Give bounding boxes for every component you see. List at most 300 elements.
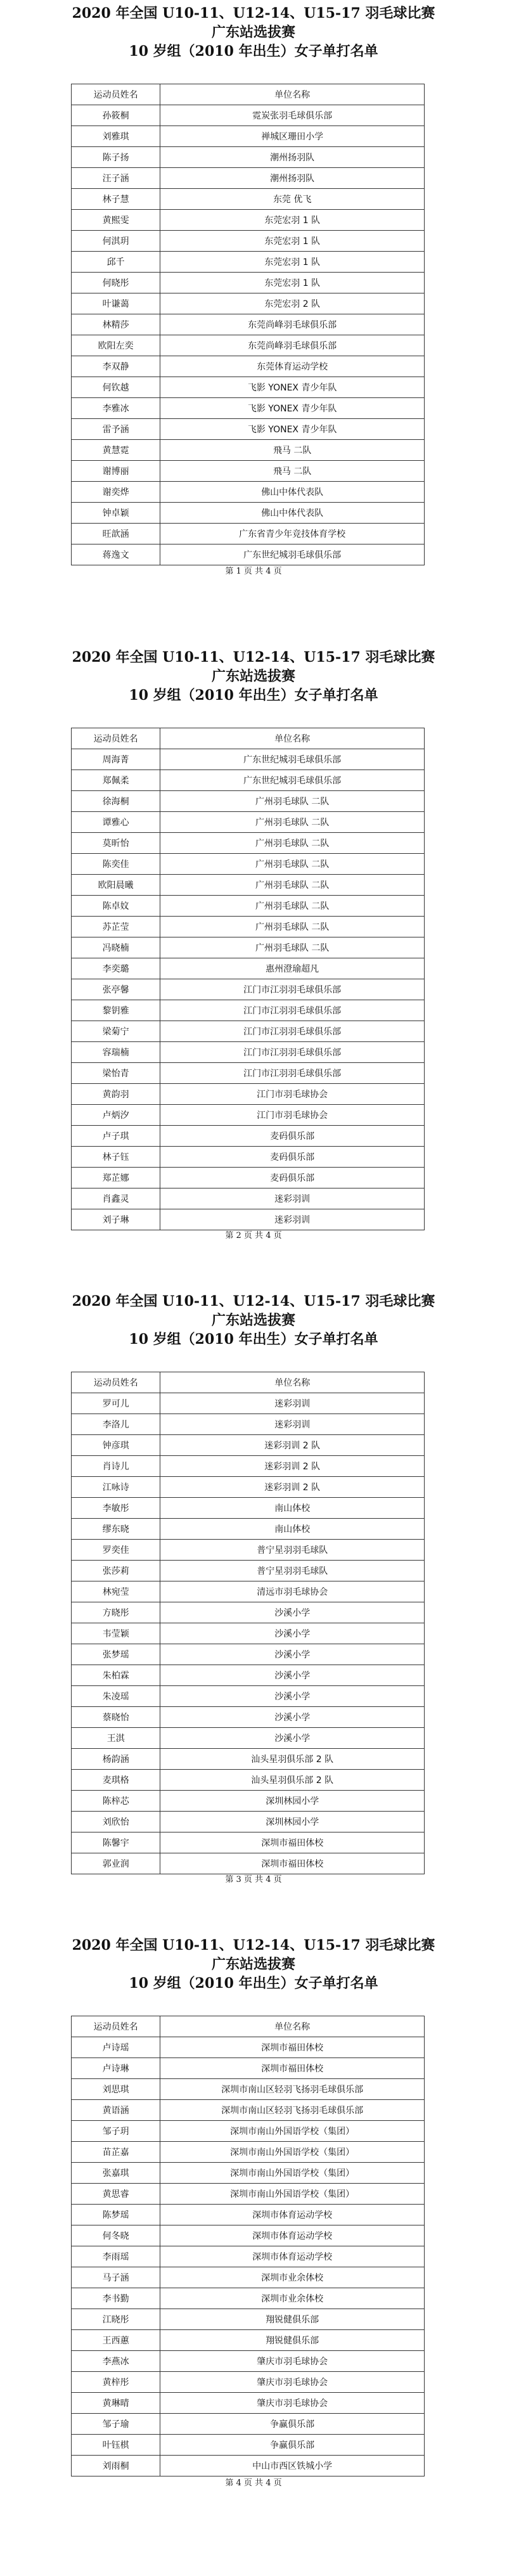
player-name: 蔡晓怡 <box>72 1707 160 1728</box>
table-row <box>72 419 425 440</box>
player-name: 林子钰 <box>72 1147 160 1168</box>
page-2 <box>0 644 507 1288</box>
player-name: 陈子扬 <box>72 147 160 168</box>
doc-title-line-2: 广东站选拔赛 <box>211 1956 295 1973</box>
player-name: 谢博丽 <box>72 461 160 482</box>
player-name: 周海菁 <box>72 749 160 770</box>
club-name: 麦码俱乐部 <box>160 1168 425 1188</box>
table-row <box>72 1561 425 1581</box>
player-name: 朱柏霖 <box>72 1665 160 1686</box>
table-row <box>72 1519 425 1540</box>
player-name: 肖鑫灵 <box>72 1188 160 1209</box>
doc-title-line-1: 2020 年全国 U10-11、U12-14、U15-17 羽毛球比赛 <box>72 1293 435 1310</box>
table-row <box>72 1209 425 1230</box>
header-name: 运动员姓名 <box>72 1372 160 1393</box>
player-name: 梁怡青 <box>72 1063 160 1084</box>
roster-table <box>71 84 425 565</box>
player-name: 李雅冰 <box>72 398 160 419</box>
club-name: 麦码俱乐部 <box>160 1147 425 1168</box>
player-name: 朱凌瑶 <box>72 1686 160 1707</box>
table-row <box>72 749 425 770</box>
table-row <box>72 482 425 503</box>
player-name: 郭业润 <box>72 1853 160 1874</box>
club-name: 江门市江羽羽毛球俱乐部 <box>160 1021 425 1042</box>
player-name: 刘子琳 <box>72 1209 160 1230</box>
player-name: 肖诗儿 <box>72 1456 160 1477</box>
player-name: 黄琳晴 <box>72 2393 160 2414</box>
club-name: 广东省青少年竞技体育学校 <box>160 524 425 544</box>
club-name: 广州羽毛球队 二队 <box>160 854 425 875</box>
table-row <box>72 1414 425 1435</box>
club-name: 麦码俱乐部 <box>160 1126 425 1147</box>
table-row <box>72 896 425 917</box>
table-row <box>72 2246 425 2267</box>
table-row <box>72 377 425 398</box>
player-name: 莫昕怡 <box>72 833 160 854</box>
page-1 <box>0 0 507 644</box>
table-row <box>72 1602 425 1623</box>
player-name: 张嘉琪 <box>72 2163 160 2184</box>
page-footer: 第 2 页 共 4 页 <box>225 1231 282 1240</box>
roster-table <box>71 2016 425 2476</box>
table-row <box>72 1540 425 1561</box>
club-name: 争赢俱乐部 <box>160 2435 425 2456</box>
club-name: 广东世纪城羽毛球俱乐部 <box>160 770 425 791</box>
table-row <box>72 958 425 979</box>
player-name: 李敏彤 <box>72 1498 160 1519</box>
table-row <box>72 2288 425 2309</box>
table-row <box>72 252 425 273</box>
table-row <box>72 1812 425 1832</box>
player-name: 黄梓彤 <box>72 2372 160 2393</box>
club-name: 东莞尚峰羽毛球俱乐部 <box>160 314 425 335</box>
table-row <box>72 1042 425 1063</box>
club-name: 深圳市南山外国语学校（集团） <box>160 2121 425 2142</box>
table-row <box>72 2142 425 2163</box>
player-name: 谢奕烨 <box>72 482 160 503</box>
table-row <box>72 231 425 252</box>
player-name: 黄思睿 <box>72 2184 160 2205</box>
table-header-row <box>72 84 425 105</box>
player-name: 林宛莹 <box>72 1581 160 1602</box>
doc-title-line-2: 广东站选拔赛 <box>211 668 295 685</box>
club-name: 清远市羽毛球协会 <box>160 1581 425 1602</box>
club-name: 汕头星羽俱乐部 2 队 <box>160 1749 425 1770</box>
table-row <box>72 2393 425 2414</box>
table-row <box>72 1749 425 1770</box>
table-row <box>72 1686 425 1707</box>
club-name: 翔锐健俱乐部 <box>160 2330 425 2351</box>
player-name: 刘雅琪 <box>72 126 160 147</box>
header-name: 运动员姓名 <box>72 728 160 749</box>
player-name: 刘欣怡 <box>72 1812 160 1832</box>
club-name: 广州羽毛球队 二队 <box>160 833 425 854</box>
player-name: 李书勤 <box>72 2288 160 2309</box>
club-name: 江门市江羽羽毛球俱乐部 <box>160 979 425 1000</box>
player-name: 谭雅心 <box>72 812 160 833</box>
player-name: 罗奕佳 <box>72 1540 160 1561</box>
club-name: 江门市羽毛球协会 <box>160 1105 425 1126</box>
player-name: 刘思琪 <box>72 2079 160 2100</box>
club-name: 江门市羽毛球协会 <box>160 1084 425 1105</box>
player-name: 麦琪格 <box>72 1770 160 1791</box>
club-name: 霓炭张羽毛球俱乐部 <box>160 105 425 126</box>
club-name: 深圳市南山区轻羽飞扬羽毛球俱乐部 <box>160 2079 425 2100</box>
table-row <box>72 293 425 314</box>
player-name: 张梦瑶 <box>72 1644 160 1665</box>
player-name: 徐海桐 <box>72 791 160 812</box>
table-row <box>72 1000 425 1021</box>
player-name: 杨韵涵 <box>72 1749 160 1770</box>
club-name: 深圳市体育运动学校 <box>160 2225 425 2246</box>
club-name: 江门市江羽羽毛球俱乐部 <box>160 1000 425 1021</box>
club-name: 深圳市业余体校 <box>160 2288 425 2309</box>
player-name: 卢诗瑶 <box>72 2037 160 2058</box>
club-name: 深圳林园小学 <box>160 1812 425 1832</box>
player-name: 李奕璐 <box>72 958 160 979</box>
table-row <box>72 1853 425 1874</box>
table-row <box>72 1105 425 1126</box>
player-name: 李燕冰 <box>72 2351 160 2372</box>
club-name: 东莞宏羽 1 队 <box>160 231 425 252</box>
table-row <box>72 2205 425 2225</box>
player-name: 李雨瑶 <box>72 2246 160 2267</box>
club-name: 东莞宏羽 2 队 <box>160 293 425 314</box>
table-row <box>72 2037 425 2058</box>
club-name: 禅城区珊田小学 <box>160 126 425 147</box>
club-name: 深圳林园小学 <box>160 1791 425 1812</box>
player-name: 林精莎 <box>72 314 160 335</box>
table-row <box>72 979 425 1000</box>
player-name: 何钦越 <box>72 377 160 398</box>
player-name: 叶钰棋 <box>72 2435 160 2456</box>
table-row <box>72 1084 425 1105</box>
table-row <box>72 189 425 210</box>
club-name: 广州羽毛球队 二队 <box>160 917 425 937</box>
player-name: 黄慧霓 <box>72 440 160 461</box>
table-row <box>72 1707 425 1728</box>
table-row <box>72 210 425 231</box>
club-name: 迷彩羽训 <box>160 1209 425 1230</box>
table-row <box>72 335 425 356</box>
club-name: 东莞宏羽 1 队 <box>160 273 425 293</box>
header-unit: 单位名称 <box>160 728 425 749</box>
header-unit: 单位名称 <box>160 84 425 105</box>
table-row <box>72 1770 425 1791</box>
table-row <box>72 2456 425 2476</box>
club-name: 惠州澄瑜超凡 <box>160 958 425 979</box>
table-row <box>72 812 425 833</box>
club-name: 广州羽毛球队 二队 <box>160 875 425 896</box>
table-row <box>72 2309 425 2330</box>
table-row <box>72 1728 425 1749</box>
header-name: 运动员姓名 <box>72 2016 160 2037</box>
table-row <box>72 2163 425 2184</box>
club-name: 潮州扬羽队 <box>160 147 425 168</box>
table-row <box>72 105 425 126</box>
header-name: 运动员姓名 <box>72 84 160 105</box>
club-name: 佛山中体代表队 <box>160 503 425 524</box>
table-header-row <box>72 728 425 749</box>
player-name: 邹子玥 <box>72 2121 160 2142</box>
player-name: 江晓彤 <box>72 2309 160 2330</box>
player-name: 林子慧 <box>72 189 160 210</box>
player-name: 陈梓芯 <box>72 1791 160 1812</box>
table-row <box>72 2330 425 2351</box>
table-row <box>72 1126 425 1147</box>
player-name: 陈馨宇 <box>72 1832 160 1853</box>
player-name: 欧阳左奕 <box>72 335 160 356</box>
player-name: 卢炳汐 <box>72 1105 160 1126</box>
club-name: 深圳市南山外国语学校（集团） <box>160 2184 425 2205</box>
table-row <box>72 2184 425 2205</box>
table-row <box>72 2351 425 2372</box>
club-name: 中山市西区铁城小学 <box>160 2456 425 2476</box>
club-name: 深圳市福田体校 <box>160 2037 425 2058</box>
player-name: 江咏诗 <box>72 1477 160 1498</box>
club-name: 深圳市体育运动学校 <box>160 2246 425 2267</box>
player-name: 邱千 <box>72 252 160 273</box>
table-row <box>72 503 425 524</box>
player-name: 郑佩柔 <box>72 770 160 791</box>
table-row <box>72 314 425 335</box>
table-row <box>72 1168 425 1188</box>
table-row <box>72 398 425 419</box>
club-name: 沙溪小学 <box>160 1602 425 1623</box>
player-name: 韦莹颖 <box>72 1623 160 1644</box>
club-name: 沙溪小学 <box>160 1707 425 1728</box>
table-row <box>72 356 425 377</box>
table-row <box>72 2225 425 2246</box>
club-name: 普宁星羽羽毛球队 <box>160 1561 425 1581</box>
player-name: 李洛儿 <box>72 1414 160 1435</box>
table-row <box>72 875 425 896</box>
table-row <box>72 2100 425 2121</box>
player-name: 卢子琪 <box>72 1126 160 1147</box>
table-row <box>72 2058 425 2079</box>
table-row <box>72 1021 425 1042</box>
club-name: 广东世纪城羽毛球俱乐部 <box>160 749 425 770</box>
table-row <box>72 1063 425 1084</box>
club-name: 南山体校 <box>160 1519 425 1540</box>
player-name: 何晓彤 <box>72 273 160 293</box>
player-name: 张亭馨 <box>72 979 160 1000</box>
club-name: 东莞宏羽 1 队 <box>160 210 425 231</box>
club-name: 汕头星羽俱乐部 2 队 <box>160 1770 425 1791</box>
table-row <box>72 1581 425 1602</box>
club-name: 迷彩羽训 <box>160 1188 425 1209</box>
table-row <box>72 937 425 958</box>
club-name: 佛山中体代表队 <box>160 482 425 503</box>
player-name: 邹子瑜 <box>72 2414 160 2435</box>
roster-table <box>71 1372 425 1874</box>
player-name: 陈奕佳 <box>72 854 160 875</box>
player-name: 欧阳晨曦 <box>72 875 160 896</box>
table-row <box>72 2414 425 2435</box>
player-name: 叶谦蔼 <box>72 293 160 314</box>
club-name: 广东世纪城羽毛球俱乐部 <box>160 544 425 565</box>
player-name: 苏芷莹 <box>72 917 160 937</box>
player-name: 陈梦瑶 <box>72 2205 160 2225</box>
table-row <box>72 1832 425 1853</box>
club-name: 迷彩羽训 2 队 <box>160 1456 425 1477</box>
player-name: 卢诗琳 <box>72 2058 160 2079</box>
header-unit: 单位名称 <box>160 2016 425 2037</box>
club-name: 肇庆市羽毛球协会 <box>160 2351 425 2372</box>
table-header-row <box>72 2016 425 2037</box>
table-row <box>72 168 425 189</box>
doc-title-line-3: 10 岁组（2010 年出生）女子单打名单 <box>129 1975 378 1992</box>
player-name: 黄韵羽 <box>72 1084 160 1105</box>
player-name: 何淇玥 <box>72 231 160 252</box>
page-footer: 第 3 页 共 4 页 <box>225 1875 282 1884</box>
club-name: 广州羽毛球队 二队 <box>160 791 425 812</box>
table-row <box>72 791 425 812</box>
page-4 <box>0 1932 507 2576</box>
header-unit: 单位名称 <box>160 1372 425 1393</box>
table-header-row <box>72 1372 425 1393</box>
player-name: 缪东晓 <box>72 1519 160 1540</box>
table-row <box>72 1435 425 1456</box>
club-name: 深圳市南山区轻羽飞扬羽毛球俱乐部 <box>160 2100 425 2121</box>
doc-title-line-3: 10 岁组（2010 年出生）女子单打名单 <box>129 43 378 60</box>
table-row <box>72 1644 425 1665</box>
table-row <box>72 1665 425 1686</box>
player-name: 马子涵 <box>72 2267 160 2288</box>
player-name: 王西蕙 <box>72 2330 160 2351</box>
player-name: 钟卓颖 <box>72 503 160 524</box>
player-name: 黄熙雯 <box>72 210 160 231</box>
club-name: 深圳市南山外国语学校（集团） <box>160 2163 425 2184</box>
table-row <box>72 1623 425 1644</box>
table-row <box>72 2372 425 2393</box>
club-name: 沙溪小学 <box>160 1728 425 1749</box>
page-footer: 第 1 页 共 4 页 <box>225 567 282 576</box>
table-row <box>72 440 425 461</box>
player-name: 汪子涵 <box>72 168 160 189</box>
player-name: 张莎莉 <box>72 1561 160 1581</box>
club-name: 沙溪小学 <box>160 1623 425 1644</box>
club-name: 东莞宏羽 1 队 <box>160 252 425 273</box>
club-name: 深圳市业余体校 <box>160 2267 425 2288</box>
player-name: 方晓彤 <box>72 1602 160 1623</box>
club-name: 深圳市福田体校 <box>160 1832 425 1853</box>
player-name: 苗芷嘉 <box>72 2142 160 2163</box>
table-row <box>72 854 425 875</box>
player-name: 容瑞楠 <box>72 1042 160 1063</box>
table-row <box>72 524 425 544</box>
club-name: 广州羽毛球队 二队 <box>160 937 425 958</box>
club-name: 肇庆市羽毛球协会 <box>160 2372 425 2393</box>
doc-title-line-3: 10 岁组（2010 年出生）女子单打名单 <box>129 1331 378 1348</box>
club-name: 深圳市南山外国语学校（集团） <box>160 2142 425 2163</box>
table-row <box>72 1456 425 1477</box>
club-name: 普宁星羽羽毛球队 <box>160 1540 425 1561</box>
club-name: 潮州扬羽队 <box>160 168 425 189</box>
club-name: 肇庆市羽毛球协会 <box>160 2393 425 2414</box>
club-name: 迷彩羽训 2 队 <box>160 1477 425 1498</box>
club-name: 江门市江羽羽毛球俱乐部 <box>160 1063 425 1084</box>
club-name: 广州羽毛球队 二队 <box>160 896 425 917</box>
player-name: 旺歆涵 <box>72 524 160 544</box>
doc-title-line-1: 2020 年全国 U10-11、U12-14、U15-17 羽毛球比赛 <box>72 649 435 666</box>
club-name: 飞影 YONEX 青少年队 <box>160 398 425 419</box>
page-footer: 第 4 页 共 4 页 <box>225 2478 282 2488</box>
table-row <box>72 833 425 854</box>
club-name: 迷彩羽训 2 队 <box>160 1435 425 1456</box>
doc-title-line-1: 2020 年全国 U10-11、U12-14、U15-17 羽毛球比赛 <box>72 1937 435 1954</box>
table-row <box>72 461 425 482</box>
player-name: 黄语涵 <box>72 2100 160 2121</box>
table-row <box>72 770 425 791</box>
club-name: 飛马 二队 <box>160 461 425 482</box>
table-row <box>72 1393 425 1414</box>
table-row <box>72 2079 425 2100</box>
table-row <box>72 1477 425 1498</box>
player-name: 孙筱桐 <box>72 105 160 126</box>
club-name: 深圳市福田体校 <box>160 2058 425 2079</box>
club-name: 飞影 YONEX 青少年队 <box>160 377 425 398</box>
club-name: 飛马 二队 <box>160 440 425 461</box>
player-name: 冯晓楠 <box>72 937 160 958</box>
club-name: 东莞体育运动学校 <box>160 356 425 377</box>
doc-title-line-1: 2020 年全国 U10-11、U12-14、U15-17 羽毛球比赛 <box>72 5 435 22</box>
doc-title-line-3: 10 岁组（2010 年出生）女子单打名单 <box>129 687 378 704</box>
player-name: 钟彦琪 <box>72 1435 160 1456</box>
doc-title-line-2: 广东站选拔赛 <box>211 1312 295 1329</box>
club-name: 东莞 优飞 <box>160 189 425 210</box>
club-name: 沙溪小学 <box>160 1665 425 1686</box>
table-row <box>72 1147 425 1168</box>
table-row <box>72 147 425 168</box>
player-name: 何冬晓 <box>72 2225 160 2246</box>
player-name: 郑芷娜 <box>72 1168 160 1188</box>
player-name: 梁菊宁 <box>72 1021 160 1042</box>
club-name: 沙溪小学 <box>160 1644 425 1665</box>
club-name: 江门市江羽羽毛球俱乐部 <box>160 1042 425 1063</box>
page-3 <box>0 1288 507 1932</box>
player-name: 陈卓妏 <box>72 896 160 917</box>
table-row <box>72 1791 425 1812</box>
table-row <box>72 2267 425 2288</box>
club-name: 广州羽毛球队 二队 <box>160 812 425 833</box>
club-name: 东莞尚峰羽毛球俱乐部 <box>160 335 425 356</box>
club-name: 飞影 YONEX 青少年队 <box>160 419 425 440</box>
table-row <box>72 544 425 565</box>
club-name: 翔锐健俱乐部 <box>160 2309 425 2330</box>
table-row <box>72 2121 425 2142</box>
table-row <box>72 2435 425 2456</box>
player-name: 雷予涵 <box>72 419 160 440</box>
player-name: 黎钥雅 <box>72 1000 160 1021</box>
club-name: 深圳市体育运动学校 <box>160 2205 425 2225</box>
club-name: 争赢俱乐部 <box>160 2414 425 2435</box>
club-name: 南山体校 <box>160 1498 425 1519</box>
club-name: 沙溪小学 <box>160 1686 425 1707</box>
table-row <box>72 1188 425 1209</box>
player-name: 蒋逸文 <box>72 544 160 565</box>
table-row <box>72 273 425 293</box>
club-name: 迷彩羽训 <box>160 1414 425 1435</box>
club-name: 迷彩羽训 <box>160 1393 425 1414</box>
doc-title-line-2: 广东站选拔赛 <box>211 24 295 41</box>
table-row <box>72 917 425 937</box>
player-name: 王淇 <box>72 1728 160 1749</box>
player-name: 罗可儿 <box>72 1393 160 1414</box>
table-row <box>72 1498 425 1519</box>
club-name: 深圳市福田体校 <box>160 1853 425 1874</box>
table-row <box>72 126 425 147</box>
